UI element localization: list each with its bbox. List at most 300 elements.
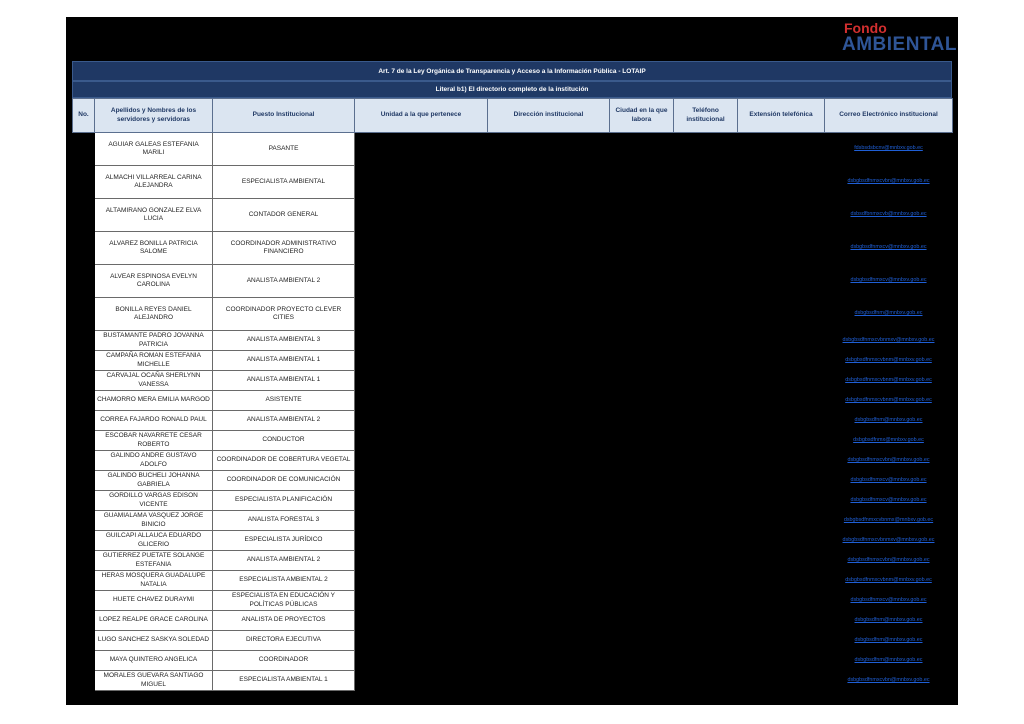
cell-name-text: CHAMORRO MERA EMILIA MARGOD [97,396,210,404]
cell-no [73,431,95,451]
cell-address [488,331,610,351]
cell-address [488,166,610,199]
cell-email[interactable] [825,491,953,511]
email-link[interactable]: dsbgbsdfnmxcvbn@mnbxv.gob.ec [847,456,930,463]
cell-unit [355,671,488,691]
cell-phone [674,531,738,551]
cell-email[interactable] [825,232,953,265]
cell-name-text: MAYA QUINTERO ANGELICA [109,656,198,664]
cell-name [95,166,213,199]
table-row [73,371,953,391]
cell-position [213,471,355,491]
table-header-row [73,99,953,133]
cell-address [488,232,610,265]
cell-no [73,591,95,611]
cell-unit [355,232,488,265]
email-link[interactable]: dsbgbsdfnmxcv@mnbxv.gob.ec [850,496,927,503]
cell-name-text: ALMACHI VILLARREAL CARINA ALEJANDRA [105,173,202,189]
cell-unit [355,571,488,591]
email-link[interactable]: dsbgbsdfnmxcv@mnbxv.gob.ec [850,476,927,483]
table-row [73,631,953,651]
cell-unit [355,551,488,571]
cell-city [610,166,674,199]
cell-extension [738,651,825,671]
cell-name [95,371,213,391]
cell-name [95,199,213,232]
cell-unit [355,491,488,511]
cell-name-text: ALTAMIRANO GONZALEZ ELVA LUCIA [105,206,202,222]
cell-name [95,511,213,531]
cell-no [73,411,95,431]
cell-city [610,571,674,591]
cell-name [95,232,213,265]
cell-extension [738,511,825,531]
table-row [73,431,953,451]
cell-address [488,571,610,591]
cell-extension [738,671,825,691]
cell-unit [355,371,488,391]
cell-city [610,671,674,691]
cell-address [488,631,610,651]
cell-name-text: ESCOBAR NAVARRETE CESAR ROBERTO [105,432,202,448]
cell-position-text: ANALISTA AMBIENTAL 3 [246,336,321,344]
cell-email[interactable] [825,571,953,591]
cell-extension [738,451,825,471]
cell-unit [355,265,488,298]
cell-extension [738,371,825,391]
table-row [73,471,953,491]
cell-name [95,298,213,331]
logo-line-2: AMBIENTAL [842,34,957,55]
cell-extension [738,298,825,331]
cell-unit [355,511,488,531]
email-link[interactable]: dsbgbsdfnmx@mnbxv.gob.ec [853,436,924,443]
cell-no [73,471,95,491]
email-link[interactable]: dsbgbsdfnmxcvbn@mnbxv.gob.ec [847,676,930,683]
cell-email[interactable] [825,591,953,611]
cell-name-text: BONILLA REYES DANIEL ALEJANDRO [115,305,192,321]
cell-no [73,611,95,631]
cell-name-text: GALINDO BUCHELI JOHANNA GABRIELA [107,472,200,488]
cell-position-text: DIRECTORA EJECUTIVA [246,636,321,644]
cell-phone [674,611,738,631]
cell-address [488,671,610,691]
cell-unit [355,391,488,411]
table-row [73,571,953,591]
table-row [73,351,953,371]
cell-position-text: CONTADOR GENERAL [248,210,319,218]
cell-no [73,511,95,531]
cell-city [610,371,674,391]
cell-phone [674,133,738,166]
table-row [73,232,953,265]
email-link[interactable]: dsbgbsdfnmxcvbnmxv@mnbxv.gob.ec [842,336,935,343]
header-unit: Unidad a la que pertenece [355,99,488,133]
cell-address [488,611,610,631]
cell-extension [738,166,825,199]
cell-name-text: ALVAREZ BONILLA PATRICIA SALOME [109,239,198,255]
cell-no [73,371,95,391]
cell-email[interactable] [825,451,953,471]
cell-no [73,631,95,651]
cell-extension [738,199,825,232]
cell-position-text: ANALISTA FORESTAL 3 [247,516,320,524]
cell-email[interactable] [825,471,953,491]
cell-address [488,651,610,671]
cell-no [73,551,95,571]
cell-email[interactable] [825,551,953,571]
table-row [73,591,953,611]
email-link[interactable]: dsbgbsdfnmxcvbnm@mnbxv.gob.ec [845,376,932,383]
cell-address [488,451,610,471]
cell-position-text: ANALISTA AMBIENTAL 1 [246,376,321,384]
email-link[interactable]: dsbgbsdfnmxcvbnmxv@mnbxv.gob.ec [842,536,935,543]
banner-subtitle: Literal b1) El directorio completo de la institución [72,81,952,98]
cell-extension [738,591,825,611]
email-link[interactable]: dsbgbsdfnm@mnbxv.gob.ec [854,636,923,643]
cell-position [213,351,355,371]
cell-no [73,331,95,351]
cell-phone [674,232,738,265]
cell-city [610,411,674,431]
cell-name [95,391,213,411]
table-row [73,166,953,199]
cell-name [95,471,213,491]
cell-extension [738,331,825,351]
email-link[interactable]: dsbgbsdfnmxcvbnm@mnbxv.gob.ec [845,356,932,363]
cell-position-text: ESPECIALISTA AMBIENTAL 2 [239,576,328,584]
cell-address [488,591,610,611]
cell-position [213,631,355,651]
cell-phone [674,351,738,371]
cell-no [73,651,95,671]
cell-name-text: ALVEAR ESPINOSA EVELYN CAROLINA [110,272,197,288]
cell-name-text: GUILCAPI ALLAUCA EDUARDO GLICERIO [105,532,202,548]
cell-position-text: ESPECIALISTA EN EDUCACIÓN Y POLÍTICAS PÚBLICAS [231,592,336,608]
cell-name [95,451,213,471]
cell-name-text: GALINDO ANDRE GUSTAVO ADOLFO [110,452,197,468]
cell-phone [674,166,738,199]
cell-email[interactable] [825,371,953,391]
cell-address [488,471,610,491]
cell-address [488,411,610,431]
cell-unit [355,431,488,451]
cell-position [213,166,355,199]
cell-unit [355,199,488,232]
cell-city [610,298,674,331]
cell-name [95,331,213,351]
header-extension: Extensión telefónica [738,99,825,133]
cell-position-text: COORDINADOR DE COBERTURA VEGETAL [216,456,351,464]
cell-unit [355,611,488,631]
logo-line-1: Fondo [844,20,887,36]
cell-phone [674,591,738,611]
cell-position-text: CONDUCTOR [262,436,305,444]
cell-unit [355,451,488,471]
cell-phone [674,199,738,232]
cell-email[interactable] [825,651,953,671]
cell-position-text: COORDINADOR PROYECTO CLEVER CITIES [225,305,342,321]
cell-extension [738,551,825,571]
cell-address [488,351,610,371]
cell-phone [674,491,738,511]
table-row [73,671,953,691]
cell-phone [674,551,738,571]
cell-unit [355,651,488,671]
cell-address [488,298,610,331]
cell-name-text: CARVAJAL OCAÑA SHERLYNN VANESSA [106,372,201,388]
cell-position [213,451,355,471]
cell-extension [738,611,825,631]
cell-position [213,571,355,591]
cell-phone [674,331,738,351]
cell-position [213,431,355,451]
cell-position [213,232,355,265]
table-row [73,451,953,471]
table-row [73,298,953,331]
cell-unit [355,411,488,431]
cell-address [488,265,610,298]
cell-no [73,671,95,691]
cell-phone [674,265,738,298]
cell-city [610,199,674,232]
cell-no [73,571,95,591]
header-position: Puesto Institucional [213,99,355,133]
table-row [73,265,953,298]
email-link[interactable]: dsbgbsdfnm@mnbxv.gob.ec [854,416,923,423]
cell-position [213,331,355,351]
cell-email[interactable] [825,531,953,551]
cell-position [213,671,355,691]
document-page [66,17,958,705]
cell-name [95,411,213,431]
cell-city [610,133,674,166]
cell-email[interactable] [825,631,953,651]
table-row [73,133,953,166]
header-city: Ciudad en la que labora [610,99,674,133]
cell-address [488,391,610,411]
cell-position [213,611,355,631]
cell-position-text: PASANTE [268,144,299,152]
cell-no [73,451,95,471]
cell-city [610,511,674,531]
email-link[interactable]: dsbsdfbnmxcvb@mnbxv.gob.ec [850,211,927,218]
cell-name-text: GUAMIALAMA VASQUEZ JORGE BINICIO [103,512,204,528]
cell-unit [355,631,488,651]
cell-name-text: LUGO SANCHEZ SASKYA SOLEDAD [97,636,210,644]
cell-name [95,431,213,451]
email-link[interactable]: dsbgbsdfnm@mnbxv.gob.ec [854,616,923,623]
cell-phone [674,671,738,691]
table-body [73,133,953,691]
header-name: Apellidos y Nombres de los servidores y servidoras [95,99,213,133]
cell-unit [355,166,488,199]
cell-unit [355,133,488,166]
cell-name-text: CORREA FAJARDO RONALD PAUL [100,416,207,424]
cell-name [95,551,213,571]
email-link[interactable]: dsbgbsdfnm@mnbxv.gob.ec [854,656,923,663]
cell-email[interactable] [825,411,953,431]
cell-address [488,133,610,166]
table-row [73,331,953,351]
table-row [73,199,953,232]
cell-city [610,591,674,611]
cell-extension [738,265,825,298]
header-email: Correo Electrónico institucional [825,99,953,133]
cell-email[interactable] [825,671,953,691]
cell-extension [738,491,825,511]
table-row [73,391,953,411]
cell-email[interactable] [825,351,953,371]
cell-position-text: ASISTENTE [265,396,302,404]
cell-phone [674,451,738,471]
cell-email[interactable] [825,331,953,351]
cell-position [213,491,355,511]
cell-city [610,232,674,265]
cell-name [95,651,213,671]
cell-extension [738,431,825,451]
cell-phone [674,651,738,671]
cell-phone [674,571,738,591]
cell-position-text: ESPECIALISTA AMBIENTAL [241,177,326,185]
cell-position [213,391,355,411]
cell-position-text: ANALISTA AMBIENTAL 2 [246,556,321,564]
table-row [73,611,953,631]
cell-extension [738,351,825,371]
email-link[interactable]: dsbgbsdfnmxcv@mnbxv.gob.ec [850,596,927,603]
cell-city [610,331,674,351]
cell-position-text: ESPECIALISTA JURÍDICO [244,536,323,544]
cell-position [213,298,355,331]
email-link[interactable]: dsbgbsdfnmxcv@mnbxv.gob.ec [850,244,927,251]
cell-position [213,551,355,571]
table-row [73,531,953,551]
email-link[interactable]: dsbgbsdfnm@mnbxv.gob.ec [854,310,923,317]
cell-city [610,431,674,451]
cell-name-text: GORDILLO VARGAS EDISON VICENTE [109,492,198,508]
cell-name [95,611,213,631]
cell-name [95,631,213,651]
cell-address [488,511,610,531]
cell-position [213,651,355,671]
cell-position-text: ANALISTA AMBIENTAL 1 [246,356,321,364]
cell-extension [738,631,825,651]
table-row [73,411,953,431]
cell-phone [674,471,738,491]
cell-unit [355,591,488,611]
cell-city [610,631,674,651]
email-link[interactable]: dsbgbsdfnmxcvbnmx@mnbxv.gob.ec [843,516,934,523]
cell-position [213,511,355,531]
cell-position-text: ESPECIALISTA AMBIENTAL 1 [239,676,328,684]
cell-city [610,451,674,471]
cell-city [610,611,674,631]
email-link[interactable]: dsbgbsdfnmxcv@mnbxv.gob.ec [850,277,927,284]
cell-position-text: COORDINADOR DE COMUNICACIÓN [226,476,341,484]
cell-position [213,531,355,551]
email-link[interactable]: dsbgbsdfnmxcvbn@mnbxv.gob.ec [847,178,930,185]
email-link[interactable]: dsbgbsdfnmxcvbnm@mnbxv.gob.ec [845,396,932,403]
cell-unit [355,298,488,331]
cell-no [73,351,95,371]
table-row [73,511,953,531]
cell-extension [738,471,825,491]
cell-no [73,133,95,166]
cell-position-text: ESPECIALISTA PLANIFICACIÓN [234,496,333,504]
cell-unit [355,471,488,491]
cell-email[interactable] [825,265,953,298]
cell-no [73,232,95,265]
cell-name-text: GUTIERREZ PUETATE SOLANGE ESTEFANIA [102,552,205,568]
table-row [73,551,953,571]
cell-no [73,199,95,232]
cell-address [488,431,610,451]
cell-position-text: ANALISTA AMBIENTAL 2 [246,416,321,424]
directory-table [72,98,953,691]
cell-email[interactable] [825,511,953,531]
email-link[interactable]: fdsbsdsbcnv@mnbxv.gob.ec [854,145,923,152]
cell-position-text: COORDINADOR [258,656,309,664]
cell-position [213,591,355,611]
cell-email[interactable] [825,298,953,331]
cell-name-text: HUETE CHAVEZ DURAYMI [112,596,194,604]
cell-email[interactable] [825,611,953,631]
cell-no [73,298,95,331]
email-link[interactable]: dsbgbsdfnmxcvbnm@mnbxv.gob.ec [845,576,932,583]
cell-no [73,491,95,511]
fondo-ambiental-logo [842,20,957,55]
cell-extension [738,391,825,411]
banner-title: Art. 7 de la Ley Orgánica de Transparencia y Acceso a la Información Pública - LOTAIP [72,61,952,81]
cell-city [610,551,674,571]
cell-extension [738,411,825,431]
cell-position-text: ANALISTA AMBIENTAL 2 [246,276,321,284]
cell-city [610,391,674,411]
email-link[interactable]: dsbgbsdfnmxcvbn@mnbxv.gob.ec [847,556,930,563]
cell-address [488,199,610,232]
cell-email[interactable] [825,391,953,411]
cell-extension [738,571,825,591]
cell-position [213,199,355,232]
cell-position [213,371,355,391]
cell-name [95,671,213,691]
cell-city [610,531,674,551]
cell-position [213,265,355,298]
cell-name [95,351,213,371]
cell-name-text: LOPEZ REALPE GRACE CAROLINA [99,616,208,624]
cell-no [73,166,95,199]
header-address: Dirección institucional [488,99,610,133]
cell-name-text: CAMPAÑA ROMAN ESTEFANIA MICHELLE [106,352,201,368]
cell-name-text: AGUIAR GALEAS ESTEFANIA MARILI [108,140,199,156]
cell-name-text: BUSTAMANTE PADRO JOVANNA PATRICIA [103,332,204,348]
cell-city [610,351,674,371]
cell-email[interactable] [825,166,953,199]
cell-city [610,265,674,298]
cell-no [73,531,95,551]
cell-no [73,391,95,411]
cell-address [488,371,610,391]
cell-phone [674,631,738,651]
cell-unit [355,531,488,551]
cell-email[interactable] [825,133,953,166]
cell-email[interactable] [825,431,953,451]
cell-phone [674,411,738,431]
cell-phone [674,371,738,391]
cell-email[interactable] [825,199,953,232]
cell-position [213,411,355,431]
cell-name-text: HERAS MOSQUERA GUADALUPE NATALIA [101,572,206,588]
